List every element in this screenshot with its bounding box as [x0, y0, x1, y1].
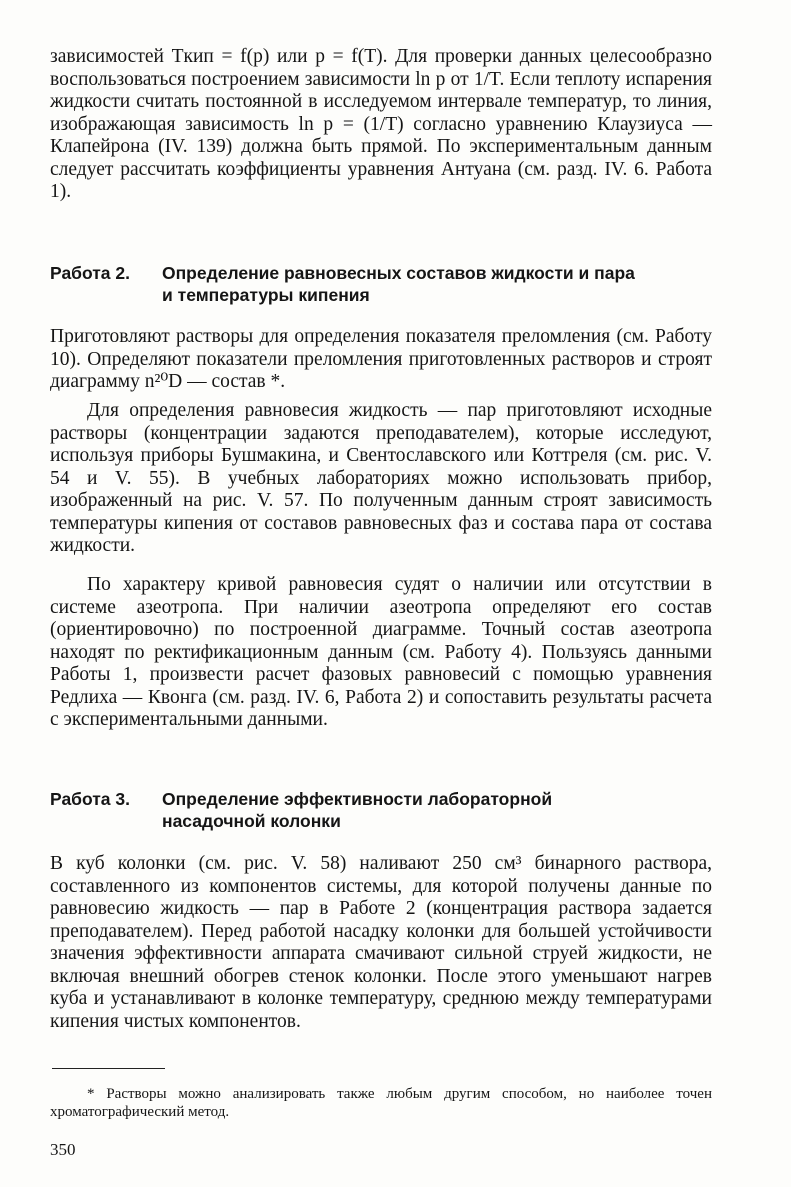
- work-3-title-line2: насадочной колонки: [162, 811, 341, 831]
- work-2-paragraph-2: Для определения равновесия жидкость — пар приготовляют исходные растворы (концентрации задаются преподавателем), которые исследуют, используя приборы Бушмакина, и Свентославского или Коттреля (см. рис. V. 54 и V. 55). В учебных лабораториях можно использовать прибор, изображенный на рис. V. 57. По полученным данным строят зависимость температуры кипения от составов равновесных фаз и состава пара от состава жидкости.: [50, 400, 712, 556]
- work-3-label: Работа 3.: [50, 789, 130, 809]
- work-3-title-line1: Определение эффективности лабораторной: [162, 789, 553, 809]
- work-2-title-line1: Определение равновесных составов жидкости и пара: [162, 263, 635, 283]
- footnote-divider: [52, 1068, 165, 1069]
- paragraph-continuation: зависимостей Tкип = f(p) или p = f(T). Для проверки данных целесообразно воспользоваться построением зависимости ln p от 1/T. Если теплоту испарения жидкости считать постоянной в исследуемом интервале температур, то линия, изображающая зависимость ln p = (1/T) согласно уравнению Клаузиуса — Клапейрона (IV. 139) должна быть прямой. По экспериментальным данным следует рассчитать коэффициенты уравнения Антуана (см. разд. IV. 6. Работа 1).: [50, 46, 712, 202]
- page-number: 350: [50, 1140, 76, 1159]
- work-3-paragraph-1: В куб колонки (см. рис. V. 58) наливают 250 см³ бинарного раствора, составленного из компонентов системы, для которой получены данные по равновесию жидкость — пар в Работе 2 (концентрация раствора задается преподавателем). Перед работой насадку колонки для большей устойчивости значения эффективности аппарата смачивают сильной струей жидкости, не включая внешний обогрев стенок колонки. После этого уменьшают нагрев куба и устанавливают в колонке температуру, среднюю между температурами кипения чистых компонентов.: [50, 853, 712, 1032]
- work-2-title-line2: и температуры кипения: [162, 285, 370, 305]
- work-2-label: Работа 2.: [50, 263, 130, 283]
- footnote: [50, 1085, 712, 1121]
- section-heading-work-3: [50, 788, 720, 832]
- footnote-text: * Растворы можно анализировать также любым другим способом, но наиболее точен хроматографический метод.: [50, 1086, 712, 1120]
- section-heading-work-2: [50, 262, 720, 306]
- work-2-paragraph-3: По характеру кривой равновесия судят о наличии или отсутствии в системе азеотропа. При наличии азеотропа определяют его состав (ориентировочно) по построенной диаграмме. Точный состав азеотропа находят по ректификационным данным (см. Работу 4). Пользуясь данными Работы 1, произвести расчет фазовых равновесий с помощью уравнения Редлиха — Квонга (см. разд. IV. 6, Работа 2) и сопоставить результаты расчета с экспериментальными данными.: [50, 574, 712, 730]
- work-2-paragraph-1: Приготовляют растворы для определения показателя преломления (см. Работу 10). Определяют показатели преломления приготовленных растворов и строят диаграмму n²⁰D — состав *.: [50, 326, 712, 392]
